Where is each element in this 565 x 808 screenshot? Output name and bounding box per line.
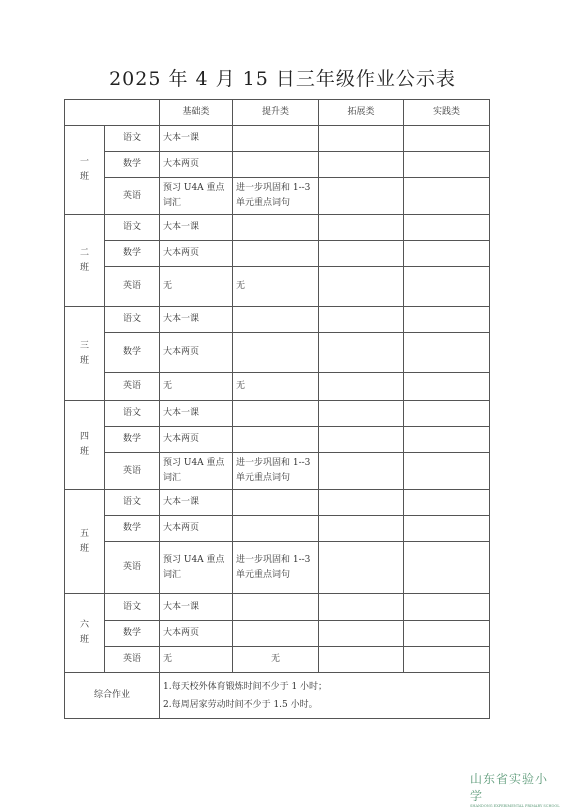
subject-cell: 数学 — [105, 516, 160, 542]
summary-line: 1.每天校外体育锻炼时间不少于 1 小时； — [163, 681, 328, 692]
practice-cell — [404, 621, 490, 647]
subject-cell: 语文 — [105, 594, 160, 621]
extend-cell — [319, 178, 404, 215]
subject-cell: 语文 — [105, 126, 160, 152]
logo-english-text: SHANDONG EXPERIMENTAL PRIMARY SCHOOL — [470, 804, 560, 808]
extend-cell — [319, 516, 404, 542]
basic-cell: 大本两页 — [160, 621, 233, 647]
class-name-char: 五 — [79, 528, 89, 539]
extend-cell — [319, 621, 404, 647]
class-name-char: 班 — [79, 635, 89, 645]
basic-cell: 大本一课 — [160, 215, 233, 241]
extend-cell — [319, 267, 404, 307]
basic-cell: 大本一课 — [160, 594, 233, 621]
basic-cell: 大本两页 — [160, 516, 233, 542]
subject-cell: 语文 — [105, 215, 160, 241]
class-name-cell — [65, 401, 105, 490]
extend-cell — [319, 647, 404, 673]
class-name-char: 班 — [79, 447, 89, 457]
table-row — [65, 178, 490, 215]
basic-cell: 大本两页 — [160, 333, 233, 373]
class-name-cell — [65, 490, 105, 594]
subject-cell: 语文 — [105, 401, 160, 427]
practice-cell — [404, 453, 490, 490]
table-row — [65, 267, 490, 307]
class-name-cell — [65, 307, 105, 401]
practice-cell — [404, 333, 490, 373]
practice-cell — [404, 241, 490, 267]
basic-cell: 大本一课 — [160, 490, 233, 516]
practice-cell — [404, 401, 490, 427]
practice-cell — [404, 126, 490, 152]
summary-label: 综合作业 — [65, 673, 160, 719]
subject-cell: 数学 — [105, 241, 160, 267]
header-basic: 基础类 — [160, 100, 233, 126]
table-row — [65, 621, 490, 647]
extend-cell — [319, 542, 404, 594]
summary-line: 2.每周居家劳动时间不少于 1.5 小时。 — [163, 699, 318, 710]
extend-cell — [319, 307, 404, 333]
practice-cell — [404, 267, 490, 307]
extend-cell — [319, 333, 404, 373]
improve-cell — [233, 152, 319, 178]
extend-cell — [319, 241, 404, 267]
subject-cell: 英语 — [105, 647, 160, 673]
extend-cell — [319, 152, 404, 178]
improve-cell — [233, 307, 319, 333]
practice-cell — [404, 516, 490, 542]
subject-cell: 英语 — [105, 542, 160, 594]
extend-cell — [319, 490, 404, 516]
subject-cell: 数学 — [105, 621, 160, 647]
table-row — [65, 373, 490, 401]
practice-cell — [404, 427, 490, 453]
practice-cell — [404, 490, 490, 516]
basic-cell: 大本一课 — [160, 307, 233, 333]
logo-chinese-text: 山东省实验小学 — [470, 772, 549, 803]
class-name-char: 二 — [79, 247, 89, 258]
header-extend: 拓展类 — [319, 100, 404, 126]
basic-cell: 无 — [160, 647, 233, 673]
extend-cell — [319, 373, 404, 401]
improve-cell: 进一步巩固和 1--3 单元重点词句 — [233, 453, 319, 490]
class-name-char: 六 — [79, 620, 89, 630]
basic-cell: 无 — [160, 267, 233, 307]
improve-cell — [233, 621, 319, 647]
header-empty-cell — [65, 100, 160, 126]
improve-cell: 无 — [233, 647, 319, 673]
summary-row — [65, 673, 490, 719]
improve-cell — [233, 401, 319, 427]
extend-cell — [319, 594, 404, 621]
improve-cell — [233, 241, 319, 267]
basic-cell: 预习 U4A 重点词汇 — [160, 542, 233, 594]
table-row — [65, 594, 490, 621]
basic-cell: 无 — [160, 373, 233, 401]
subject-cell: 数学 — [105, 152, 160, 178]
extend-cell — [319, 427, 404, 453]
header-practice: 实践类 — [404, 100, 490, 126]
table-row — [65, 126, 490, 152]
basic-cell: 大本两页 — [160, 152, 233, 178]
subject-cell: 数学 — [105, 333, 160, 373]
basic-cell: 大本一课 — [160, 401, 233, 427]
table-row — [65, 401, 490, 427]
class-name-char: 班 — [79, 172, 89, 182]
page-title: 2025 年 4 月 15 日三年级作业公示表 — [109, 68, 456, 90]
practice-cell — [404, 215, 490, 241]
practice-cell — [404, 307, 490, 333]
subject-cell: 英语 — [105, 373, 160, 401]
subject-cell: 语文 — [105, 307, 160, 333]
improve-cell: 无 — [233, 267, 319, 307]
class-name-char: 四 — [79, 432, 89, 442]
extend-cell — [319, 453, 404, 490]
table-row — [65, 453, 490, 490]
table-row — [65, 647, 490, 673]
class-name-char: 三 — [79, 340, 89, 351]
subject-cell: 数学 — [105, 427, 160, 453]
table-row — [65, 427, 490, 453]
improve-cell: 进一步巩固和 1--3 单元重点词句 — [233, 542, 319, 594]
subject-cell: 语文 — [105, 490, 160, 516]
header-improve: 提升类 — [233, 100, 319, 126]
improve-cell — [233, 594, 319, 621]
table-row — [65, 490, 490, 516]
basic-cell: 大本两页 — [160, 427, 233, 453]
improve-cell — [233, 333, 319, 373]
basic-cell: 大本两页 — [160, 241, 233, 267]
improve-cell — [233, 427, 319, 453]
table-row — [65, 152, 490, 178]
improve-cell — [233, 215, 319, 241]
practice-cell — [404, 178, 490, 215]
class-name-char: 班 — [79, 262, 89, 273]
table-row — [65, 333, 490, 373]
class-name-cell — [65, 215, 105, 307]
table-header-row — [65, 100, 490, 126]
class-name-char: 一 — [79, 157, 89, 167]
table-row — [65, 241, 490, 267]
subject-cell: 英语 — [105, 178, 160, 215]
basic-cell: 预习 U4A 重点词汇 — [160, 178, 233, 215]
improve-cell — [233, 490, 319, 516]
improve-cell: 无 — [233, 373, 319, 401]
extend-cell — [319, 126, 404, 152]
table-row — [65, 215, 490, 241]
extend-cell — [319, 401, 404, 427]
table-row — [65, 516, 490, 542]
class-name-cell — [65, 126, 105, 215]
table-row — [65, 307, 490, 333]
practice-cell — [404, 542, 490, 594]
class-name-char: 班 — [79, 355, 89, 366]
basic-cell: 大本一课 — [160, 126, 233, 152]
class-name-cell — [65, 594, 105, 673]
table-row — [65, 542, 490, 594]
school-logo — [470, 770, 560, 808]
improve-cell: 进一步巩固和 1--3 单元重点词句 — [233, 178, 319, 215]
summary-content — [160, 673, 490, 719]
improve-cell — [233, 516, 319, 542]
class-name-char: 班 — [79, 543, 89, 554]
extend-cell — [319, 215, 404, 241]
homework-table — [64, 99, 490, 719]
subject-cell: 英语 — [105, 453, 160, 490]
basic-cell: 预习 U4A 重点词汇 — [160, 453, 233, 490]
practice-cell — [404, 647, 490, 673]
improve-cell — [233, 126, 319, 152]
practice-cell — [404, 152, 490, 178]
practice-cell — [404, 373, 490, 401]
subject-cell: 英语 — [105, 267, 160, 307]
practice-cell — [404, 594, 490, 621]
